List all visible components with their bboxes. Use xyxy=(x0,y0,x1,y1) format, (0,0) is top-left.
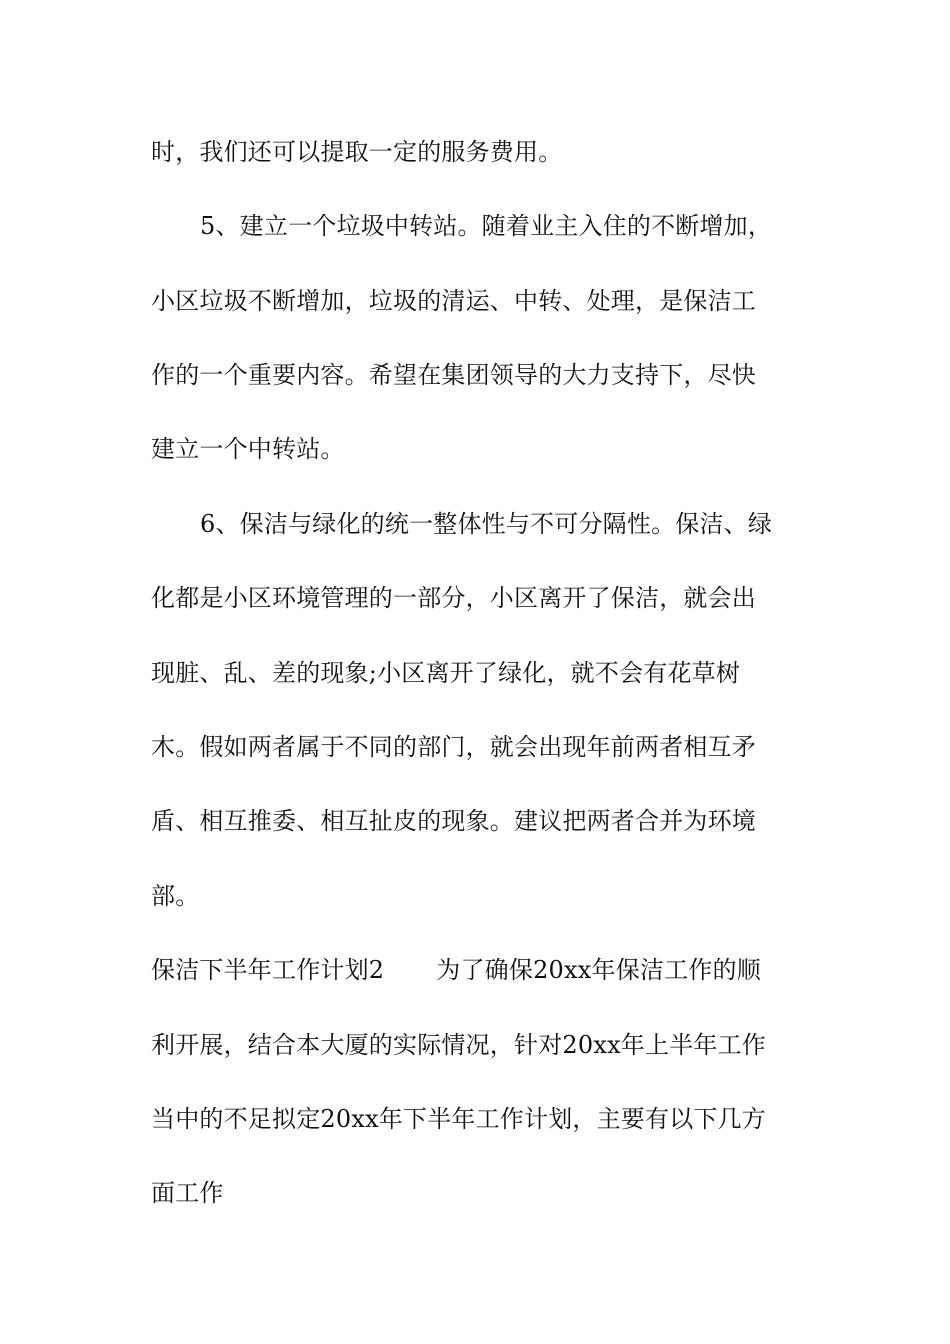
text-line: 当中的不足拟定20xx年下半年工作计划，主要有以下几方 xyxy=(151,1105,767,1133)
text-line: 化都是小区环境管理的一部分，小区离开了保洁，就会出 xyxy=(151,584,756,612)
text-line: 现脏、乱、差的现象;小区离开了绿化，就不会有花草树 xyxy=(151,659,741,687)
text-line: 时，我们还可以提取一定的服务费用。 xyxy=(151,138,563,166)
text-line: 建立一个中转站。 xyxy=(151,435,345,463)
text-line: 利开展，结合本大厦的实际情况，针对20xx年上半年工作 xyxy=(151,1031,767,1059)
text-line: 面工作 xyxy=(151,1179,224,1207)
text-line: 盾、相互推委、相互扯皮的现象。建议把两者合并为环境 xyxy=(151,807,756,835)
text-line: 小区垃圾不断增加，垃圾的清运、中转、处理，是保洁工 xyxy=(151,287,756,315)
text-line: 部。 xyxy=(151,882,200,910)
text-line: 5、建立一个垃圾中转站。随着业主入住的不断增加， xyxy=(200,212,773,240)
section-first-line: 为了确保20xx年保洁工作的顺 xyxy=(436,956,761,984)
section-title: 保洁下半年工作计划2 xyxy=(151,956,385,984)
text-line: 木。假如两者属于不同的部门，就会出现年前两者相互矛 xyxy=(151,733,756,761)
section-heading-line xyxy=(151,955,811,985)
text-line: 作的一个重要内容。希望在集团领导的大力支持下，尽快 xyxy=(151,361,756,389)
text-line: 6、保洁与绿化的统一整体性与不可分隔性。保洁、绿 xyxy=(200,510,773,538)
